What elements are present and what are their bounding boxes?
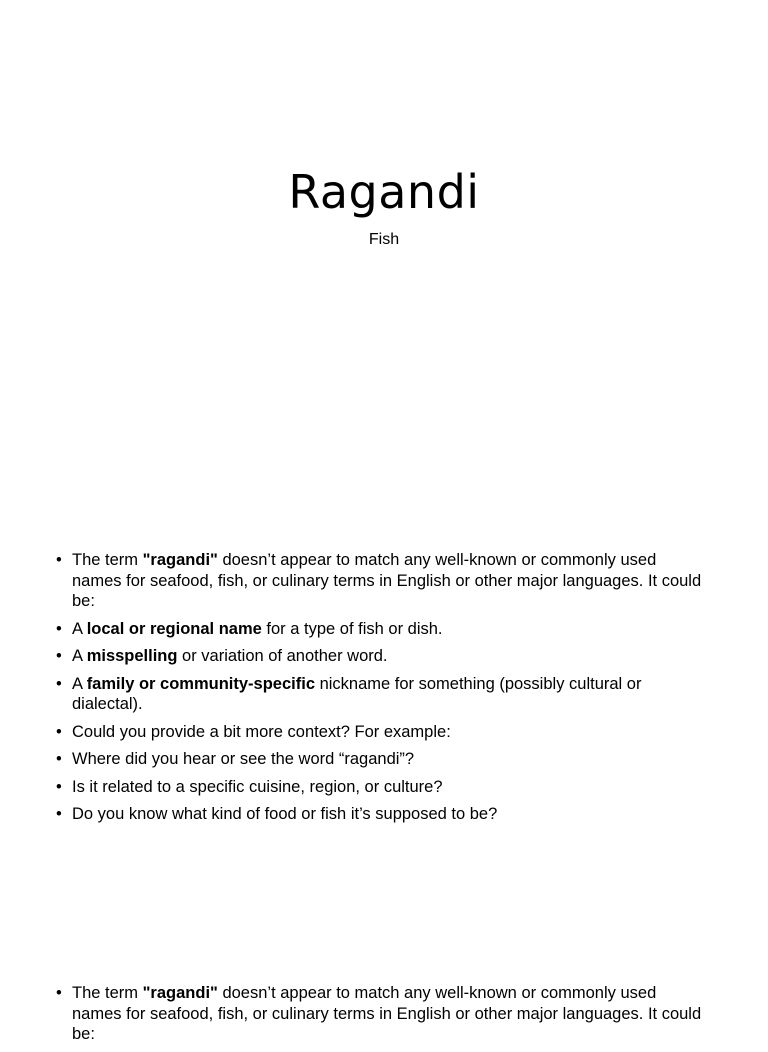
item-text: Is it related to a specific cuisine, region, or culture? — [72, 777, 443, 796]
list-item — [56, 550, 706, 612]
item-text: doesn’t appear to match any well-known or commonly used names for seafood, fish, or culinary terms in English or other major languages. It could be: — [72, 551, 702, 610]
bullet-list — [56, 550, 706, 832]
bullet-list-continued — [56, 983, 706, 1052]
list-item — [56, 804, 706, 825]
slide-subtitle: Fish — [368, 231, 400, 248]
item-text: The term — [72, 984, 143, 1002]
item-text: A — [72, 674, 87, 693]
item-text: Do you know what kind of food or fish it’s supposed to be? — [72, 805, 498, 823]
bullet-marker: • — [56, 619, 62, 638]
item-text: doesn’t appear to match any well-known or commonly used names for seafood, fish, or culinary terms in English or other major languages. It could be: — [72, 984, 702, 1043]
bullet-marker: • — [56, 777, 62, 796]
slide-title: Ragandi — [288, 165, 480, 219]
item-bold-text: "ragandi" — [142, 551, 218, 569]
item-text: nickname for something (possibly cultural or dialectal). — [72, 674, 642, 713]
item-text: Could you provide a bit more context? For example: — [72, 722, 451, 741]
item-text: for a type of fish or dish. — [261, 619, 443, 638]
list-item — [56, 619, 706, 640]
item-text: Where did you hear or see the word “ragandi”? — [72, 750, 415, 768]
item-text: A — [72, 619, 87, 638]
list-item — [56, 722, 706, 743]
item-bold-text: "ragandi" — [142, 984, 218, 1002]
bullet-marker: • — [56, 674, 62, 693]
item-bold-text: family or community-specific — [86, 674, 315, 693]
list-item — [56, 983, 706, 1045]
list-item — [56, 777, 706, 798]
list-item — [56, 674, 706, 715]
item-text: The term — [72, 551, 143, 569]
bullet-marker: • — [56, 805, 62, 823]
list-item — [56, 749, 706, 770]
item-text: A — [72, 647, 87, 665]
item-bold-text: local or regional name — [86, 619, 262, 638]
bullet-marker: • — [56, 647, 62, 665]
list-item — [56, 646, 706, 667]
bullet-marker: • — [56, 750, 62, 768]
bullet-marker: • — [56, 551, 62, 569]
item-text: or variation of another word. — [177, 647, 388, 665]
bullet-marker: • — [56, 722, 62, 741]
item-bold-text: misspelling — [86, 647, 178, 665]
bullet-marker: • — [56, 984, 62, 1002]
